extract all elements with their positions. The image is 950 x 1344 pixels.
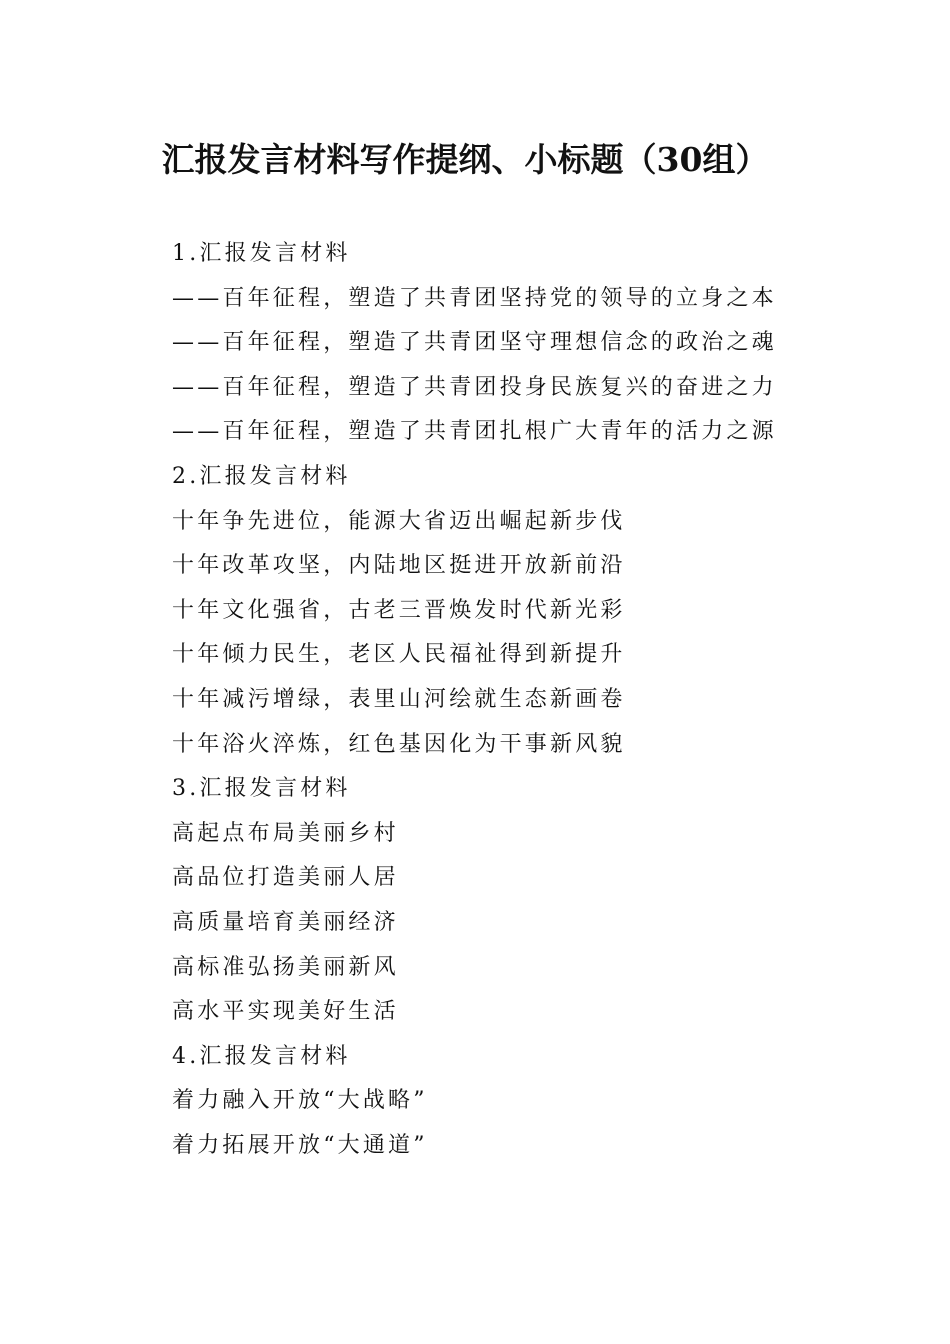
text-line: ——百年征程，塑造了共青团投身民族复兴的奋进之力	[172, 374, 777, 400]
text-line: 着力拓展开放“大通道”	[172, 1132, 428, 1158]
text-line: 高标准弘扬美丽新风	[172, 954, 399, 980]
document-title: 汇报发言材料写作提纲、小标题（30组）	[161, 140, 769, 179]
text-line: 高水平实现美好生活	[172, 999, 399, 1025]
text-line: 十年倾力民生，老区人民福祉得到新提升	[172, 642, 626, 668]
text-line: 十年减污增绿，表里山河绘就生态新画卷	[172, 686, 626, 712]
section-heading-2: 2.汇报发言材料	[172, 463, 351, 489]
section-heading-3: 3.汇报发言材料	[172, 776, 351, 802]
text-line: ——百年征程，塑造了共青团坚守理想信念的政治之魂	[172, 330, 777, 356]
text-line: ——百年征程，塑造了共青团扎根广大青年的活力之源	[172, 419, 777, 445]
section-heading-1: 1.汇报发言材料	[172, 241, 351, 266]
text-line: 十年改革攻坚，内陆地区挺进开放新前沿	[172, 553, 626, 579]
text-line: 高质量培育美丽经济	[172, 909, 399, 935]
text-line: 高起点布局美丽乡村	[172, 820, 399, 846]
section-heading-4: 4.汇报发言材料	[172, 1043, 351, 1069]
text-line: 十年文化强省，古老三晋焕发时代新光彩	[172, 597, 626, 623]
text-line: ——百年征程，塑造了共青团坚持党的领导的立身之本	[172, 285, 777, 311]
text-line: 十年争先进位，能源大省迈出崛起新步伐	[172, 508, 626, 534]
text-line: 十年浴火淬炼，红色基因化为干事新风貌	[172, 731, 626, 757]
document-body	[172, 232, 872, 1168]
text-line: 高品位打造美丽人居	[172, 865, 399, 891]
text-line: 着力融入开放“大战略”	[172, 1088, 428, 1114]
